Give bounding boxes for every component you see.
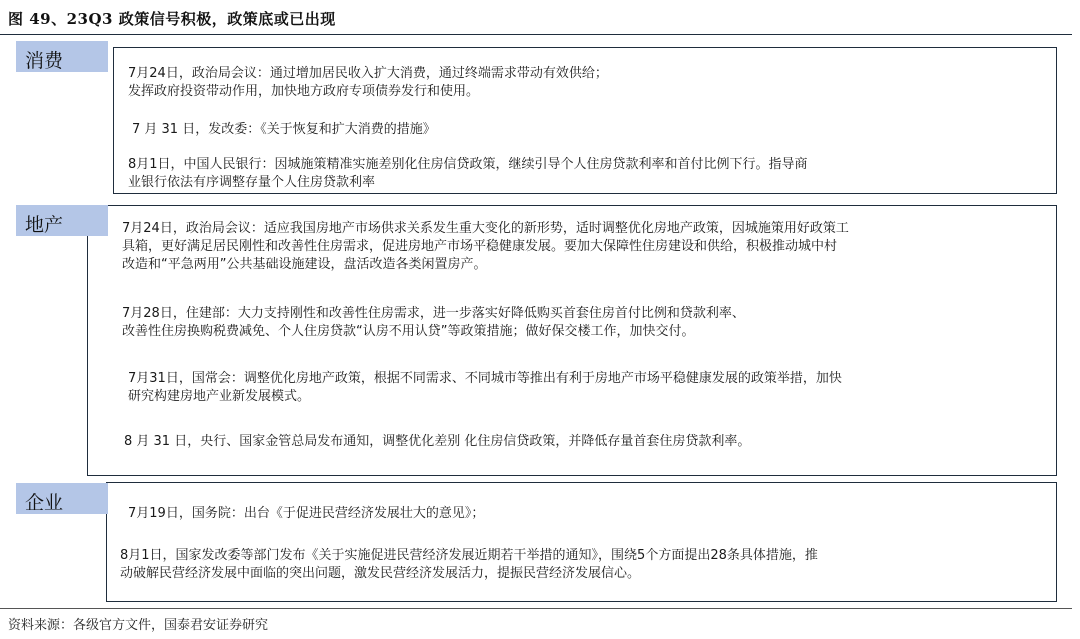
- property-paragraph-3: [128, 370, 842, 406]
- text-line: 8月1日，国家发改委等部门发布《关于实施促进民营经济发展近期若干举措的通知》，围绕5个方面提出28条具体措施，推: [120, 548, 818, 563]
- figure-title: 图 49、23Q3 政策信号积极，政策底或已出现: [8, 10, 336, 28]
- section-consumption-tab: [16, 41, 108, 72]
- bottom-rule: [0, 608, 1072, 609]
- top-rule: [0, 34, 1072, 35]
- text-line: 7月28日，住建部：大力支持刚性和改善性住房需求，进一步落实好降低购买首套住房首付比例和贷款利率、: [122, 306, 745, 321]
- text-line: 业银行依法有序调整存量个人住房贷款利率: [128, 175, 376, 190]
- consumption-paragraph-3: [128, 156, 808, 192]
- section-enterprise-tab: [16, 483, 108, 514]
- text-line: 研究构建房地产业新发展模式。: [128, 389, 311, 404]
- text-line: 改造和“平急两用”公共基础设施建设，盘活改造各类闲置房产。: [122, 257, 487, 272]
- text-line: 改善性住房换购税费减免、个人住房贷款“认房不用认贷”等政策措施；做好保交楼工作，加快交付。: [122, 324, 695, 339]
- text-line: 7月24日，政治局会议：适应我国房地产市场供求关系发生重大变化的新形势，适时调整优化房地产政策，因城施策用好政策工: [122, 221, 849, 236]
- text-line: 7月31日，国常会：调整优化房地产政策，根据不同需求、不同城市等推出有利于房地产市场平稳健康发展的政策举措，加快: [128, 371, 842, 386]
- property-paragraph-1: [122, 220, 849, 274]
- section-label: 消费: [25, 50, 64, 72]
- property-paragraph-2: [122, 305, 745, 341]
- text-line: 7月24日，政治局会议：通过增加居民收入扩大消费，通过终端需求带动有效供给；: [128, 66, 608, 81]
- consumption-paragraph-1: [128, 65, 608, 101]
- enterprise-paragraph-2: [120, 547, 818, 583]
- text-line: 8 月 31 日，央行、国家金管总局发布通知，调整优化差别 化住房信贷政策，并降低存量首套住房贷款利率。: [124, 434, 751, 449]
- section-label: 地产: [25, 214, 64, 236]
- property-paragraph-4: [124, 433, 750, 451]
- text-line: 具箱，更好满足居民刚性和改善性住房需求，促进房地产市场平稳健康发展。要加大保障性住房建设和供给，积极推动城中村: [122, 239, 838, 254]
- source-note: 资料来源：各级官方文件，国泰君安证券研究: [8, 618, 269, 633]
- enterprise-paragraph-1: [128, 505, 484, 523]
- section-property-tab: [16, 205, 108, 236]
- text-line: 8月1日，中国人民银行：因城施策精准实施差别化住房信贷政策，继续引导个人住房贷款利率和首付比例下行。指导商: [128, 157, 808, 172]
- text-line: 动破解民营经济发展中面临的突出问题，激发民营经济发展活力，提振民营经济发展信心。: [120, 566, 641, 581]
- section-enterprise-box: [106, 482, 1057, 602]
- consumption-paragraph-2: [132, 121, 436, 139]
- text-line: 7月19日，国务院：出台《于促进民营经济发展壮大的意见》；: [128, 506, 485, 521]
- text-line: 发挥政府投资带动作用，加快地方政府专项债券发行和使用。: [128, 84, 480, 99]
- text-line: 7 月 31 日，发改委：《关于恢复和扩大消费的措施》: [132, 122, 436, 137]
- section-label: 企业: [25, 492, 64, 514]
